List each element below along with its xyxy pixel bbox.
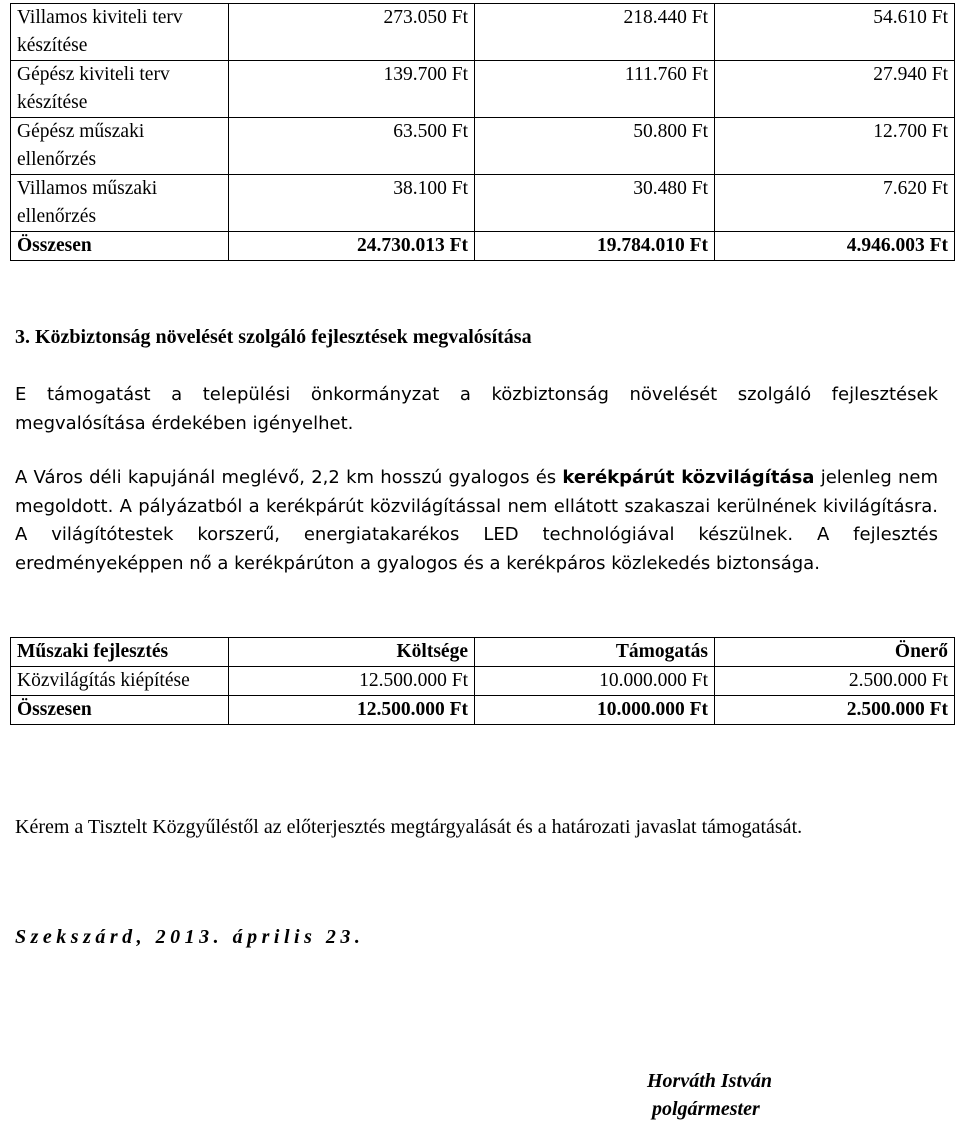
item-cell: Villamos műszaki ellenőrzés (11, 175, 229, 232)
paragraph-description (15, 464, 938, 578)
table-row (11, 4, 955, 61)
total-cost: 24.730.013 Ft (229, 232, 475, 261)
support-cell: 30.480 Ft (475, 175, 715, 232)
table-header-row (11, 638, 955, 667)
header-cost: Költsége (229, 638, 475, 667)
own-cell: 7.620 Ft (715, 175, 955, 232)
cost-table (10, 3, 955, 261)
cost-cell: 12.500.000 Ft (229, 667, 475, 696)
paragraph-text-start: A Város déli kapujánál meglévő, 2,2 km hosszú gyalogos és (15, 467, 563, 488)
item-cell: Közvilágítás kiépítése (11, 667, 229, 696)
table-row (11, 61, 955, 118)
support-cell: 218.440 Ft (475, 4, 715, 61)
item-cell: Gépész műszaki ellenőrzés (11, 118, 229, 175)
cost-cell: 273.050 Ft (229, 4, 475, 61)
request-paragraph: Kérem a Tisztelt Közgyűléstől az előterjesztés megtárgyalását és a határozati javaslat támogatását. (15, 816, 803, 838)
header-own: Önerő (715, 638, 955, 667)
support-cell: 50.800 Ft (475, 118, 715, 175)
cost-cell: 139.700 Ft (229, 61, 475, 118)
own-cell: 12.700 Ft (715, 118, 955, 175)
total-cost: 12.500.000 Ft (229, 696, 475, 725)
total-label: Összesen (11, 696, 229, 725)
tech-development-table (10, 637, 955, 725)
date-line: Szekszárd, 2013. április 23. (15, 926, 365, 948)
section-heading: 3. Közbiztonság növelését szolgáló fejlesztések megvalósítása (15, 326, 532, 348)
total-row (11, 696, 955, 725)
item-cell: Gépész kiviteli terv készítése (11, 61, 229, 118)
signatory-name: Horváth István (647, 1070, 773, 1092)
own-cell: 54.610 Ft (715, 4, 955, 61)
total-support: 19.784.010 Ft (475, 232, 715, 261)
paragraph-emphasis: kerékpárút közvilágítása (562, 467, 815, 488)
own-cell: 2.500.000 Ft (715, 667, 955, 696)
total-label: Összesen (11, 232, 229, 261)
paragraph-text-end: jelenleg nem megoldott. A pályázatból a kerékpárút közvilágítással nem ellátott szakaszai kerülnének kivilágításra. A világítótestek korszerű, energiatakarékos LED technológiával készülnek. A fejlesztés eredményeképpen nő a kerékpárúton a gyalogos és a kerékpáros közlekedés biztonsága. (15, 467, 939, 574)
table-row (11, 118, 955, 175)
cost-cell: 38.100 Ft (229, 175, 475, 232)
paragraph-intro: E támogatást a települési önkormányzat a közbiztonság növelését szolgáló fejlesztések megvalósítása érdekében igényelhet. (15, 384, 938, 434)
total-own: 4.946.003 Ft (715, 232, 955, 261)
total-own: 2.500.000 Ft (715, 696, 955, 725)
own-cell: 27.940 Ft (715, 61, 955, 118)
header-item: Műszaki fejlesztés (11, 638, 229, 667)
signatory-title: polgármester (652, 1098, 760, 1120)
total-support: 10.000.000 Ft (475, 696, 715, 725)
cost-cell: 63.500 Ft (229, 118, 475, 175)
support-cell: 111.760 Ft (475, 61, 715, 118)
support-cell: 10.000.000 Ft (475, 667, 715, 696)
header-support: Támogatás (475, 638, 715, 667)
item-cell: Villamos kiviteli terv készítése (11, 4, 229, 61)
table-row (11, 667, 955, 696)
total-row (11, 232, 955, 261)
table-row (11, 175, 955, 232)
